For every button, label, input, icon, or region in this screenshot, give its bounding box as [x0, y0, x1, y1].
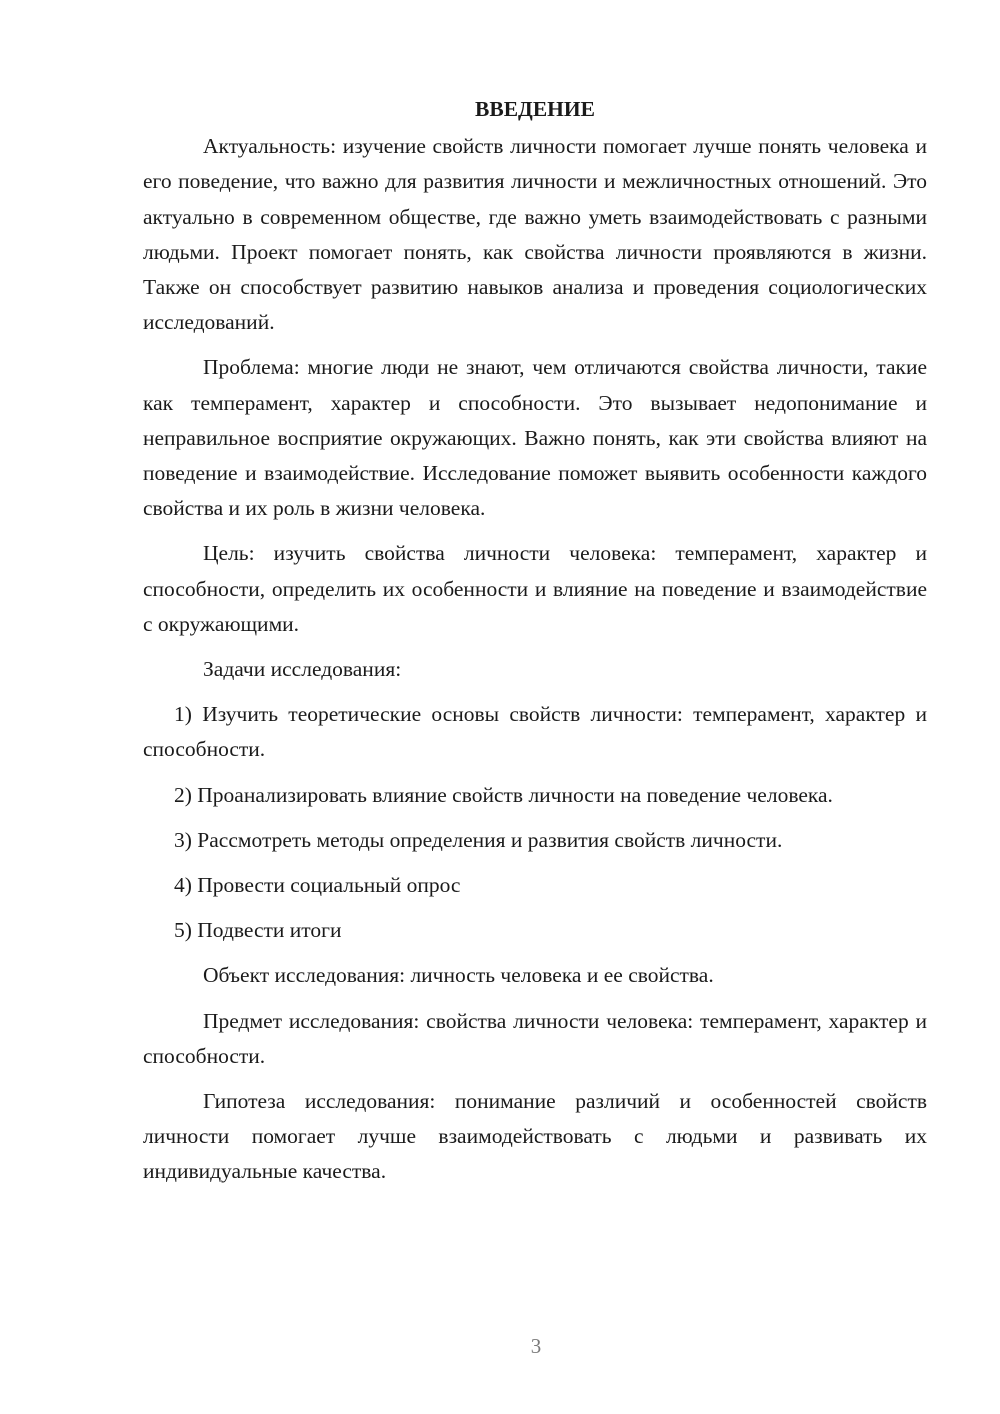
hypothesis-paragraph: Гипотеза исследования: понимание различий и особенностей свойств личности помогает лучше взаимодействовать с людьми и развивать их индивидуальные качества. — [143, 1089, 927, 1184]
task-item-3: 3) Рассмотреть методы определения и развития свойств личности. — [174, 827, 783, 852]
task-item-4: 4) Провести социальный опрос — [174, 873, 461, 898]
task-item-5: 5) Подвести итоги — [174, 918, 342, 943]
goal-paragraph: Цель: изучить свойства личности человека: темперамент, характер и способности, определить их особенности и влияние на поведение и взаимодействие с окружающими. — [143, 541, 927, 636]
task-item-1: 1) Изучить теоретические основы свойств личности: темперамент, характер и способности. — [143, 702, 927, 762]
section-heading: ВВЕДЕНИЕ — [475, 97, 595, 121]
tasks-heading: Задачи исследования: — [203, 657, 402, 682]
page-number: 3 — [530, 1334, 542, 1358]
tasks-list — [143, 697, 927, 948]
problem-paragraph: Проблема: многие люди не знают, чем отличаются свойства личности, такие как темперамент, характер и способности. Это вызывает недопонимание и неправильное восприятие окружающих. Важно понять, как эти свойства влияют на поведение и взаимодействие. Исследование поможет выявить особенности каждого свойства и их роль в жизни человека. — [143, 355, 927, 521]
document-page — [143, 92, 927, 1200]
object-paragraph: Объект исследования: личность человека и ее свойства. — [203, 963, 714, 988]
subject-paragraph: Предмет исследования: свойства личности человека: темперамент, характер и способности. — [143, 1008, 927, 1068]
relevance-paragraph: Актуальность: изучение свойств личности помогает лучше понять человека и его поведение, что важно для развития личности и межличностных отношений. Это актуально в современном обществе, где важно уметь взаимодействовать с разными людьми. Проект помогает понять, как свойства личности проявляются в жизни. Также он способствует развитию навыков анализа и проведения социологических исследований. — [143, 134, 927, 335]
task-item-2: 2) Проанализировать влияние свойств личности на поведение человека. — [174, 782, 833, 807]
